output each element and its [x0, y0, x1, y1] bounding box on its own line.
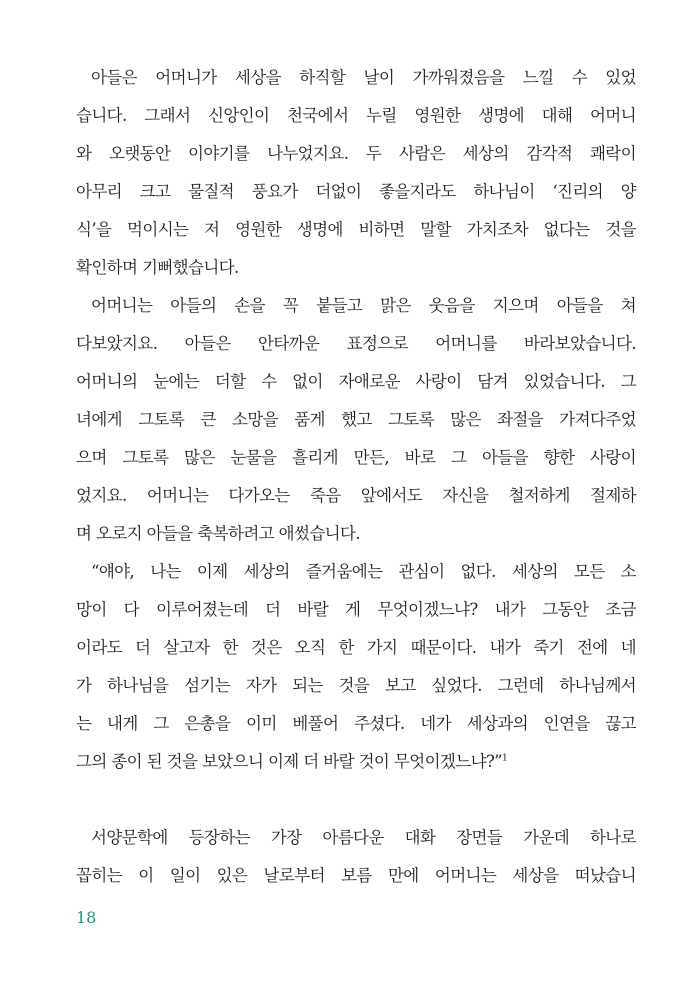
text-line: 꼽히는 이 일이 있은 날로부터 보름 만에 어머니는 세상을 떠났습니: [76, 866, 636, 885]
text-line: 다보았지요. 아들은 안타까운 표정으로 어머니를 바라보았습니다.: [76, 334, 636, 353]
text-line: 어머니는 아들의 손을 꼭 붙들고 맑은 웃음을 지으며 아들을 쳐: [91, 296, 636, 315]
text-line: 으며 그토록 많은 눈물을 흘리게 만든, 바로 그 아들을 향한 사랑이: [76, 448, 636, 467]
text-line: 어머니의 눈에는 더할 수 없이 자애로운 사랑이 담겨 있었습니다. 그: [76, 372, 636, 391]
text-line: 아무리 크고 물질적 풍요가 더없이 좋을지라도 하나님이 ‘진리의 양: [76, 182, 636, 201]
text-line: 망이 다 이루어졌는데 더 바랄 게 무엇이겠느냐? 내가 그동안 조금: [76, 600, 636, 619]
text-line: 확인하며 기뻐했습니다.: [76, 258, 239, 277]
text-line: 는 내게 그 은총을 이미 베풀어 주셨다. 네가 세상과의 인연을 끊고: [76, 714, 636, 733]
text-line: 이라도 더 살고자 한 것은 오직 한 가지 때문이다. 내가 죽기 전에 네: [76, 638, 636, 657]
text-line: 었지요. 어머니는 다가오는 죽음 앞에서도 자신을 철저하게 절제하: [76, 486, 636, 505]
text-line: 며 오로지 아들을 축복하려고 애썼습니다.: [76, 524, 360, 543]
text-line: 서양문학에 등장하는 가장 아름다운 대화 장면들 가운데 하나로: [91, 828, 636, 847]
text-line: 녀에게 그토록 큰 소망을 품게 했고 그토록 많은 좌절을 가져다주었: [76, 410, 636, 429]
text-line: 와 오랫동안 이야기를 나누었지요. 두 사람은 세상의 감각적 쾌락이: [76, 144, 636, 163]
text-line: 식’을 먹이시는 저 영원한 생명에 비하면 말할 가치조차 없다는 것을: [76, 220, 636, 239]
footnote-marker[interactable]: 1: [502, 753, 508, 764]
text-line: 그의 종이 된 것을 보았으니 이제 더 바랄 것이 무엇이겠느냐?”: [76, 752, 503, 771]
text-line-with-footnote: [76, 750, 636, 774]
text-line: 가 하나님을 섬기는 자가 되는 것을 보고 싶었다. 그런데 하나님께서: [76, 676, 636, 695]
text-line: “얘야, 나는 이제 세상의 즐거움에는 관심이 없다. 세상의 모든 소: [91, 562, 636, 581]
page-number: 18: [76, 908, 97, 927]
text-line: 아들은 어머니가 세상을 하직할 날이 가까워졌음을 느낄 수 있었: [91, 68, 636, 87]
text-line: 습니다. 그래서 신앙인이 천국에서 누릴 영원한 생명에 대해 어머니: [76, 106, 636, 125]
